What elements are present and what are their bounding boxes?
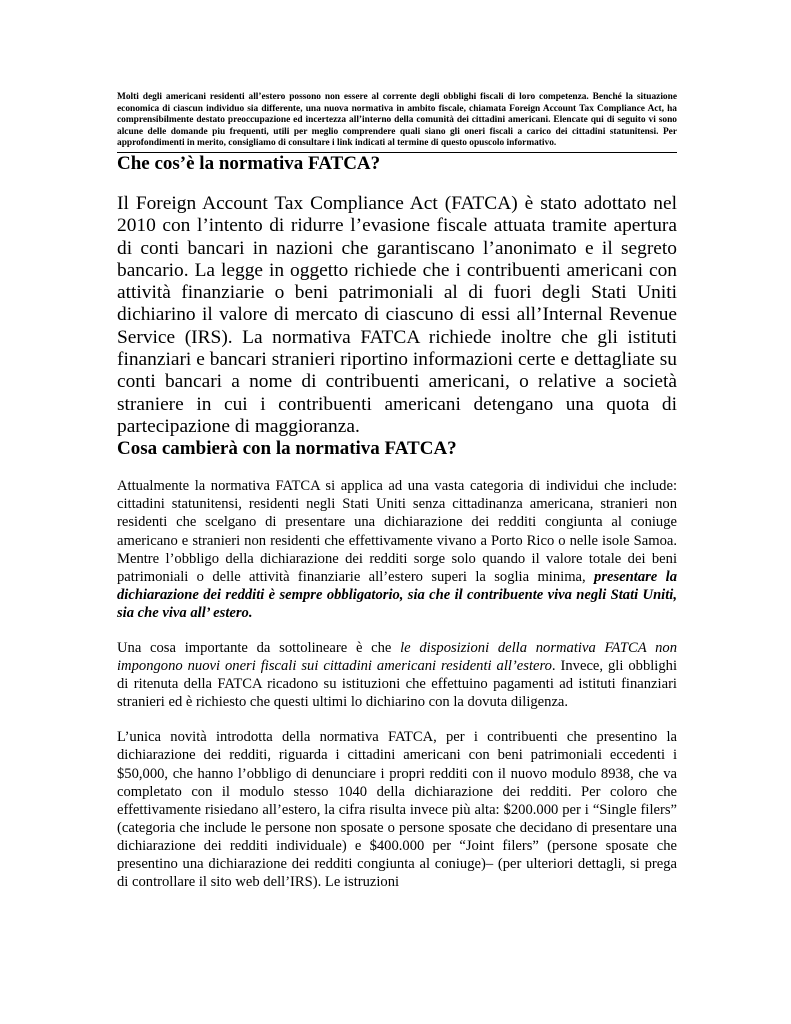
applicability-paragraph [117, 477, 677, 622]
section-heading-fatca-definition: Che cos’è la normativa FATCA? [117, 152, 381, 174]
fatca-definition-paragraph: Il Foreign Account Tax Compliance Act (FATCA) è stato adottato nel 2010 con l’intento di ridurre l’evasione fiscale attuata tramite apertura di conti bancari in nazioni che garantiscano l’anonimato e il segreto bancario. La legge in oggetto richiede che i contribuenti americani con attività finanziarie o beni patrimoniali al di fuori degli Stati Uniti dichiarino il valore di mercato di ciascuno di essi all’Internal Revenue Service (IRS). La normativa FATCA richiede inoltre che gli istituti finanziari e bancari stranieri riportino informazioni certe e dettagliate su conti bancari a nome di contribuenti americani, o relative a società straniere in cui i contribuenti americani detengano una quota di partecipazione di maggioranza. [117, 192, 677, 437]
intro-note: Molti degli americani residenti all’estero possono non essere al corrente degli obblighi fiscali di loro competenza. Benché la situazione economica di ciascun individuo sia differente, una nuova normativa in ambito fiscale, chiamata Foreign Account Tax Compliance Act, ha comprensibilmente destato preoccupazione ed incertezza all’interno della comunità dei cittadini americani. Elencate qui di seguito vi sono alcune delle domande piu frequenti, utili per meglio comprendere quali siano gli oneri fiscali a carico dei cittadini statunitensi. Per approfondimenti in merito, consigliamo di consultare i link indicati al termine di questo opuscolo informativo. [117, 92, 677, 153]
applicability-text: Attualmente la normativa FATCA si applica ad una vasta categoria di individui che include: cittadini statunitensi, residenti negli Stati Uniti senza cittadinanza americana, stranieri non residenti che scelgano di presentare una dichiarazione dei redditi congiunta al coniuge americano e stranieri non residenti che effettivamente vivano a Porto Rico o nelle isole Samoa. Mentre l’obbligo della dichiarazione dei redditi sorge solo quando il valore totale dei beni patrimoniali o delle attività finanziarie all’estero superi la soglia minima, [117, 478, 677, 585]
no-new-taxes-paragraph [117, 639, 677, 711]
no-new-taxes-end: . Invece, gli obblighi di ritenuta della FATCA ricadono su istituzioni che effettuino pagamenti ad istituti finanziari stranieri ed è richiesto che questi ultimi lo dichiarino con la dovuta diligenza. [117, 658, 677, 711]
document-page [117, 92, 677, 891]
section-heading-fatca-changes: Cosa cambierà con la normativa FATCA? [117, 438, 457, 460]
filing-obligation-emphasis: presentare la dichiarazione dei redditi è sempre obbligatorio, sia che il contribuente viva negli Stati Uniti, sia che viva all’ estero. [117, 568, 677, 621]
no-new-taxes-italic: le disposizioni della normativa FATCA non impongono nuovi oneri fiscali sui cittadini americani residenti all’estero [117, 639, 677, 675]
form-8938-paragraph: L’unica novità introdotta della normativa FATCA, per i contribuenti che presentino la dichiarazione dei redditi, riguarda i cittadini americani con beni patrimoniali eccedenti i $50,000, che hanno l’obbligo di denunciare i propri redditi con il nuovo modulo 8938, che va completato con il modulo stesso 1040 della dichiarazione dei redditi. Per coloro che effettivamente risiedano all’estero, la cifra risulta invece più alta: $200.000 per i “Single filers” (categoria che include le persone non sposate o persone sposate che decidano di presentare una dichiarazione dei redditi individuale) e $400.000 per “Joint filers” (persone sposate che presentino una dichiarazione dei redditi congiunta al coniuge)– (per ulteriori dettagli, si prega di controllare il sito web dell’IRS). Le istruzioni [117, 729, 677, 891]
no-new-taxes-intro: Una cosa importante da sottolineare è che [117, 639, 401, 656]
